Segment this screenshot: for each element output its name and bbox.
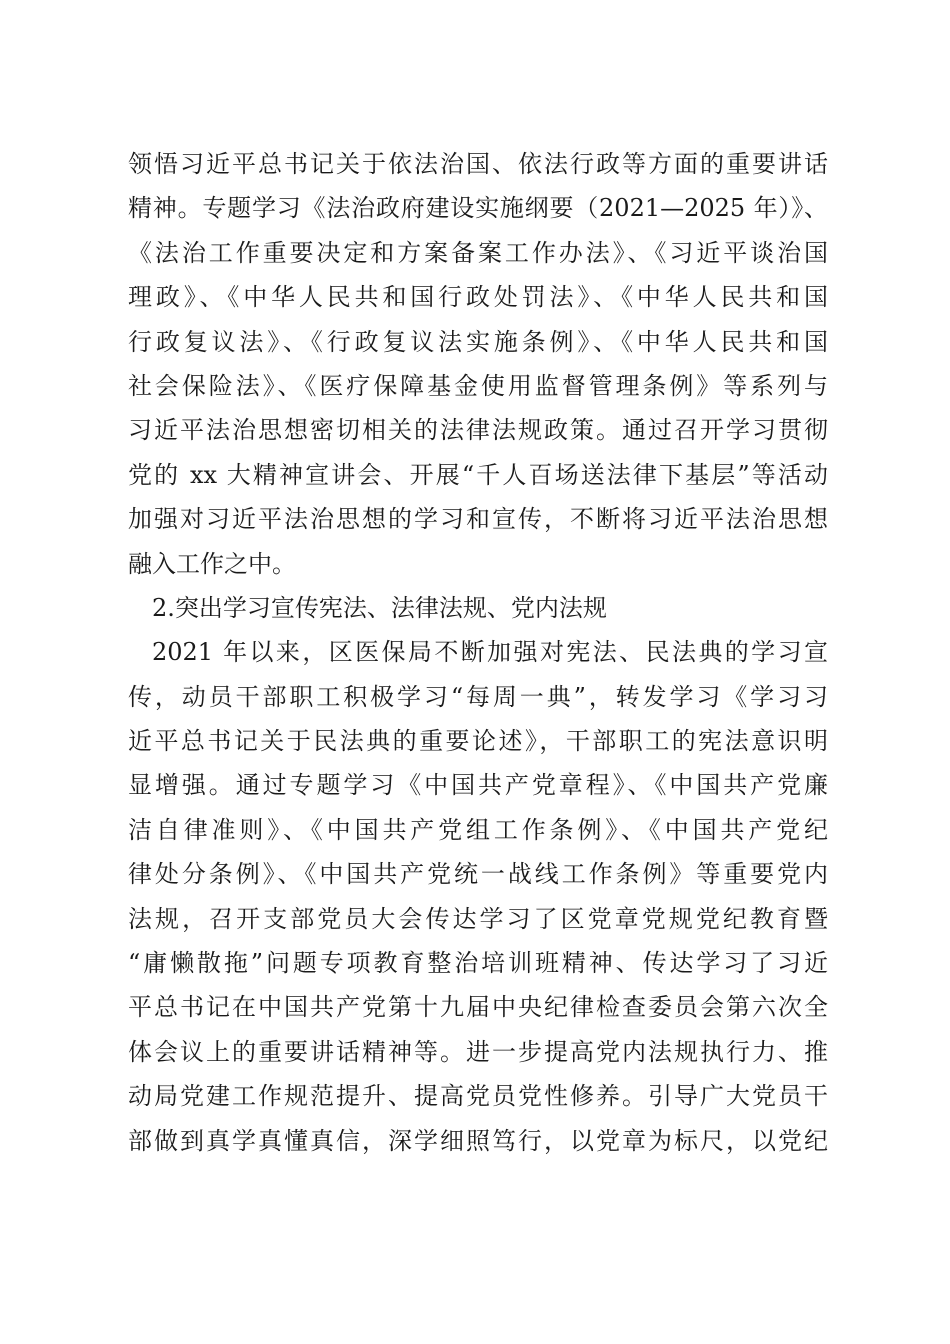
text-line-5: 行政复议法》、《行政复议法实施条例》、《中华人民共和国 bbox=[128, 327, 828, 356]
section-heading: 2.突出学习宣传宪法、法律法规、党内法规 bbox=[152, 593, 607, 622]
document-body bbox=[128, 142, 828, 1163]
text-line-18: 法规，召开支部党员大会传达学习了区党章党规党纪教育暨 bbox=[128, 904, 828, 933]
text-line-17: 律处分条例》、《中国共产党统一战线工作条例》等重要党内 bbox=[128, 860, 828, 889]
text-line-4: 理政》、《中华人民共和国行政处罚法》、《中华人民共和国 bbox=[128, 283, 828, 312]
text-line-6: 社会保险法》、《医疗保障基金使用监督管理条例》等系列与 bbox=[128, 371, 828, 400]
text-line-22: 动局党建工作规范提升、提高党员党性修养。引导广大党员干 bbox=[128, 1082, 828, 1111]
text-line-9: 加强对习近平法治思想的学习和宣传，不断将习近平法治思想 bbox=[128, 505, 828, 534]
text-line-13: 传，动员干部职工积极学习“每周一典”，转发学习《学习习 bbox=[128, 682, 828, 711]
text-line-12: 2021 年以来，区医保局不断加强对宪法、民法典的学习宣 bbox=[152, 638, 828, 667]
text-line-1: 领悟习近平总书记关于依法治国、依法行政等方面的重要讲话 bbox=[128, 150, 828, 178]
text-line-14: 近平总书记关于民法典的重要论述》，干部职工的宪法意识明 bbox=[128, 727, 828, 756]
text-line-19: “庸懒散拖”问题专项教育整治培训班精神、传达学习了习近 bbox=[128, 949, 828, 978]
text-line-2: 精神。专题学习《法治政府建设实施纲要（2021—2025 年）》、 bbox=[128, 194, 828, 223]
text-line-15: 显增强。通过专题学习《中国共产党章程》、《中国共产党廉 bbox=[128, 771, 828, 800]
text-line-23: 部做到真学真懂真信，深学细照笃行，以党章为标尺，以党纪 bbox=[128, 1126, 828, 1155]
text-line-7: 习近平法治思想密切相关的法律法规政策。通过召开学习贯彻 bbox=[128, 416, 828, 445]
text-line-10: 融入工作之中。 bbox=[128, 549, 296, 578]
text-line-20: 平总书记在中国共产党第十九届中央纪律检查委员会第六次全 bbox=[128, 993, 828, 1022]
text-line-16: 洁自律准则》、《中国共产党组工作条例》、《中国共产党纪 bbox=[128, 815, 828, 844]
text-line-3: 《法治工作重要决定和方案备案工作办法》、《习近平谈治国 bbox=[128, 238, 828, 267]
text-line-8: 党的 xx 大精神宣讲会、开展“千人百场送法律下基层”等活动 bbox=[128, 460, 828, 489]
text-line-21: 体会议上的重要讲话精神等。进一步提高党内法规执行力、推 bbox=[128, 1037, 828, 1066]
